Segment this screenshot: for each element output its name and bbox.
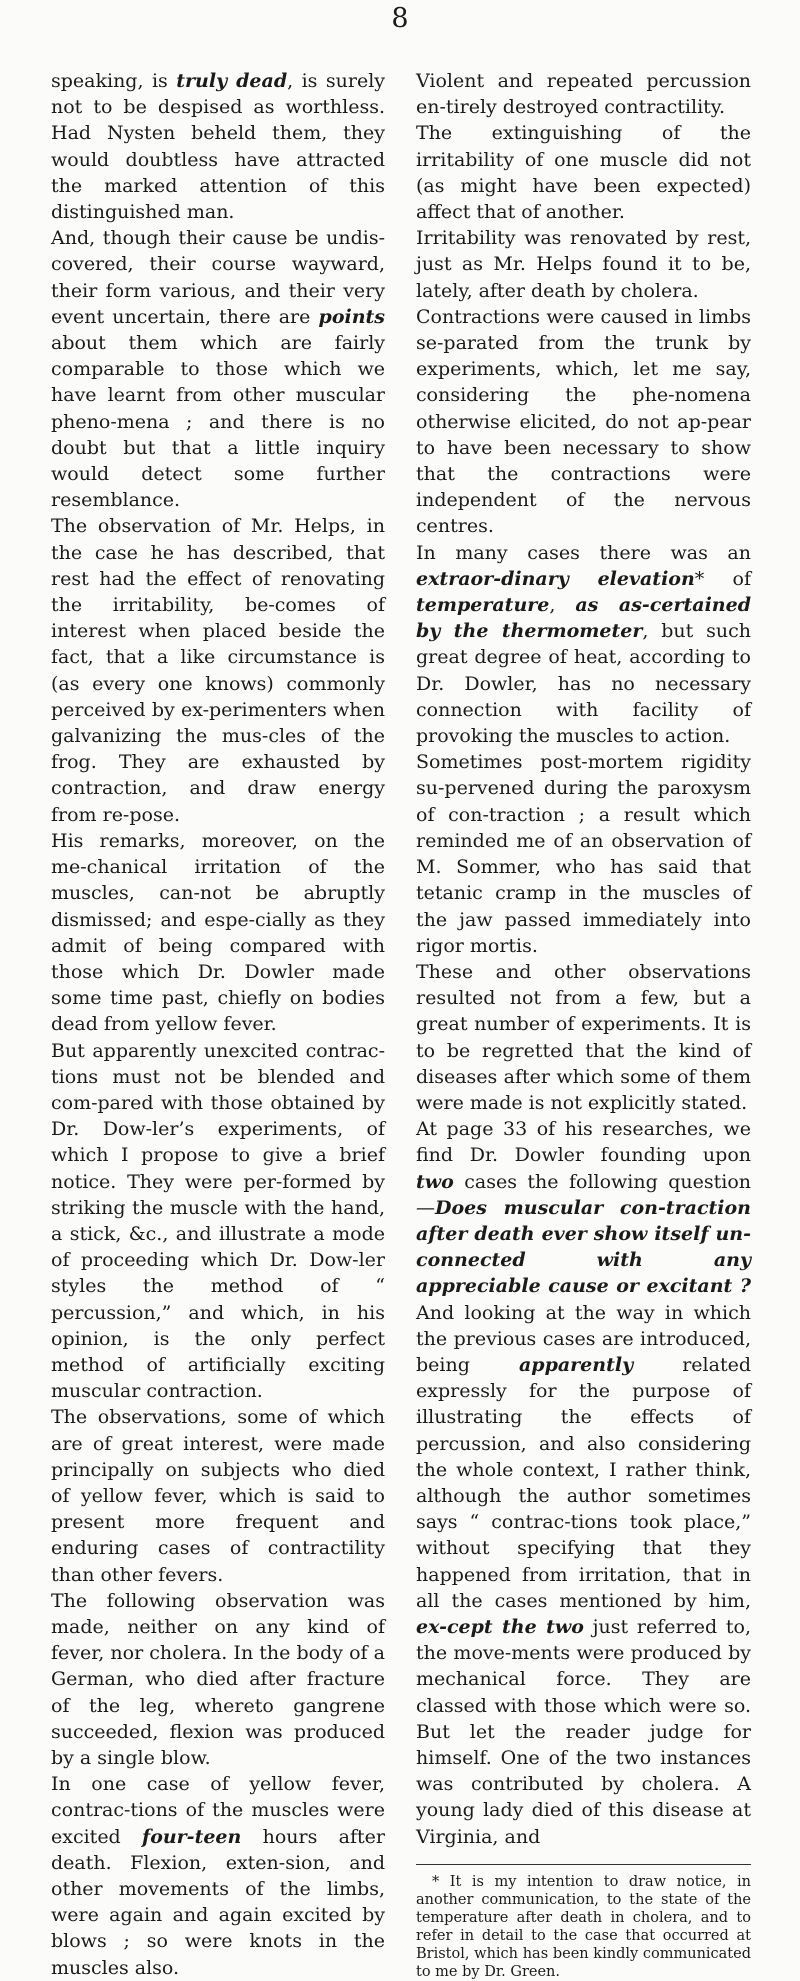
paragraph-text: Contractions were caused in limbs se-parated from the trunk by experiments, which, let me say, considering the phe-nomena otherwise elicited, do not ap-pear to have been necessary to show that the contractions were independent of the nervous centres. [416,305,751,538]
paragraph-text: At page 33 of his researches, we find Dr. Dowler founding upon [416,1118,751,1167]
left-column [51,68,385,1981]
paragraph-text: about them which are fairly comparable to those which we have learnt from other muscular pheno-mena ; and there is no doubt but that a little inquiry would detect some further resemblance. [51,332,385,512]
emphasis-text: four-teen [142,1825,242,1848]
paragraph-text: His remarks, moreover, on the me-chanical irritation of the muscles, can-not be abruptly dismissed; and espe-cially as they admit of being compared with those which Dr. Dowler made some time past, chiefly on bodies dead from yellow fever. [51,829,385,1036]
emphasis-text: truly dead [176,70,288,92]
emphasis-text: two [416,1170,454,1193]
paragraph-text: Violent and repeated percussion en-tirely destroyed contractility. [416,70,751,119]
paragraph [416,68,751,120]
page-number: 8 [391,3,409,34]
paragraph-text: hours after death. Flexion, exten-sion, and other movements of the limbs, were again and again excited by blows ; so were knots in the muscles also. [51,1825,385,1979]
paragraph-text: speaking, is [51,70,177,92]
paragraph-text: The extinguishing of the irritability of one muscle did not (as might have been expected) affect that of another. [416,122,751,224]
paragraph-text: These and other observations resulted not from a few, but a great number of experiments. It is to be regretted that the kind of diseases after which some of them were made is not explicitly stated. [416,960,751,1114]
paragraph-text: , [549,594,576,617]
paragraph [51,68,385,225]
paragraph-text: The observations, some of which are of great interest, were made principally on subjects who died of yellow fever, which is said to present more frequent and enduring cases of contractility than other fevers. [51,1406,385,1586]
paragraph-text: And, though their cause be undis-covered, their course wayward, their form various, and their very event uncertain, there are [51,227,385,328]
paragraph [416,1116,751,1850]
paragraph [51,225,385,513]
right-column [416,68,751,1981]
emphasis-text: ex-cept the two [416,1615,584,1638]
paragraph-text: Sometimes post-mortem rigidity su-pervened during the paroxysm of con-traction ; a result which reminded me of an observation of M. Sommer, who has said that tetanic cramp in the muscles of the jaw passed immediately into rigor mortis. [416,751,751,957]
emphasis-text: points [318,305,385,328]
emphasis-text: as as-certained by the thermometer [416,594,751,643]
paragraph [51,1404,385,1587]
paragraph-text: related expressly for the purpose of illustrating the effects of percussion, and also considering the whole context, I rather think, although the author sometimes says “ contrac-tions took place,” without specifying that they happened from irritation, that in all the cases mentioned by him, [416,1353,751,1612]
paragraph-text: In one case of yellow fever, contrac-tions of the muscles were excited [51,1773,385,1848]
paragraph [416,225,751,304]
emphasis-text: apparently [518,1353,634,1376]
paragraph [416,540,751,750]
footnote: * It is my intention to draw notice, in another communication, to the state of the temperature after death in cholera, and to refer in detail to the case that occurred at Bristol, which has been kindly communicated to me by Dr. Green. [416,1873,751,1980]
paragraph [416,749,751,959]
paragraph [51,1038,385,1405]
paragraph [51,1588,385,1771]
paragraph-text: , is surely not to be despised as worthless. Had Nysten beheld them, they would doubtless have attracted the marked attention of this distinguished man. [51,70,385,224]
paragraph-text: Irritability was renovated by rest, just as Mr. Helps found it to be, lately, after death by cholera. [416,227,751,302]
paragraph-text: But apparently unexcited contrac-tions must not be blended and com-pared with those obtained by Dr. Dow-ler’s experiments, of which I propose to give a brief notice. They were per-formed by striking the muscle with the hand, a stick, &c., and illustrate a mode of proceeding which Dr. Dow-ler styles the method of “ percussion,” and which, in his opinion, is the only perfect method of artificially exciting muscular contraction. [51,1039,385,1403]
paragraph-text: just referred to, the move-ments were produced by mechanical force. They are classed with those which were so. But let the reader judge for himself. One of the two instances was contributed by cholera. A young lady died of this disease at Virginia, and [416,1615,751,1848]
paragraph [416,959,751,1116]
paragraph-text: And looking at the way in which the previous cases are introduced, being [416,1301,751,1376]
paragraph-text: * of [694,567,751,590]
paragraph [416,120,751,225]
paragraph [51,828,385,1038]
paragraph-text: The observation of Mr. Helps, in the case he has described, that rest had the effect of renovating the irritability, be-comes of interest when placed beside the fact, that a like circumstance is (as every one knows) commonly perceived by ex-perimenters when galvanizing the mus-cles of the frog. They are exhausted by contraction, and draw energy from re-pose. [51,515,385,826]
footnote-divider [416,1864,751,1865]
emphasis-text: Does muscular con-traction after death ever show itself un-connected with any appreciable cause or excitant ? [416,1196,751,1298]
emphasis-text: extraor-dinary elevation [416,567,695,590]
paragraph [416,304,751,540]
emphasis-text: temperature [416,594,550,617]
paragraph-text: , but such great degree of heat, according to Dr. Dowler, has no necessary connection with facility of provoking the muscles to action. [416,620,751,748]
paragraph-text: cases the following question— [416,1170,751,1219]
paragraph-text: In many cases there was an [416,541,751,564]
paragraph [51,513,385,827]
paragraph-text: The following observation was made, neither on any kind of fever, nor cholera. In the body of a German, who died after fracture of the leg, whereto gangrene succeeded, flexion was produced by a single blow. [51,1589,385,1769]
paragraph [51,1771,385,1981]
